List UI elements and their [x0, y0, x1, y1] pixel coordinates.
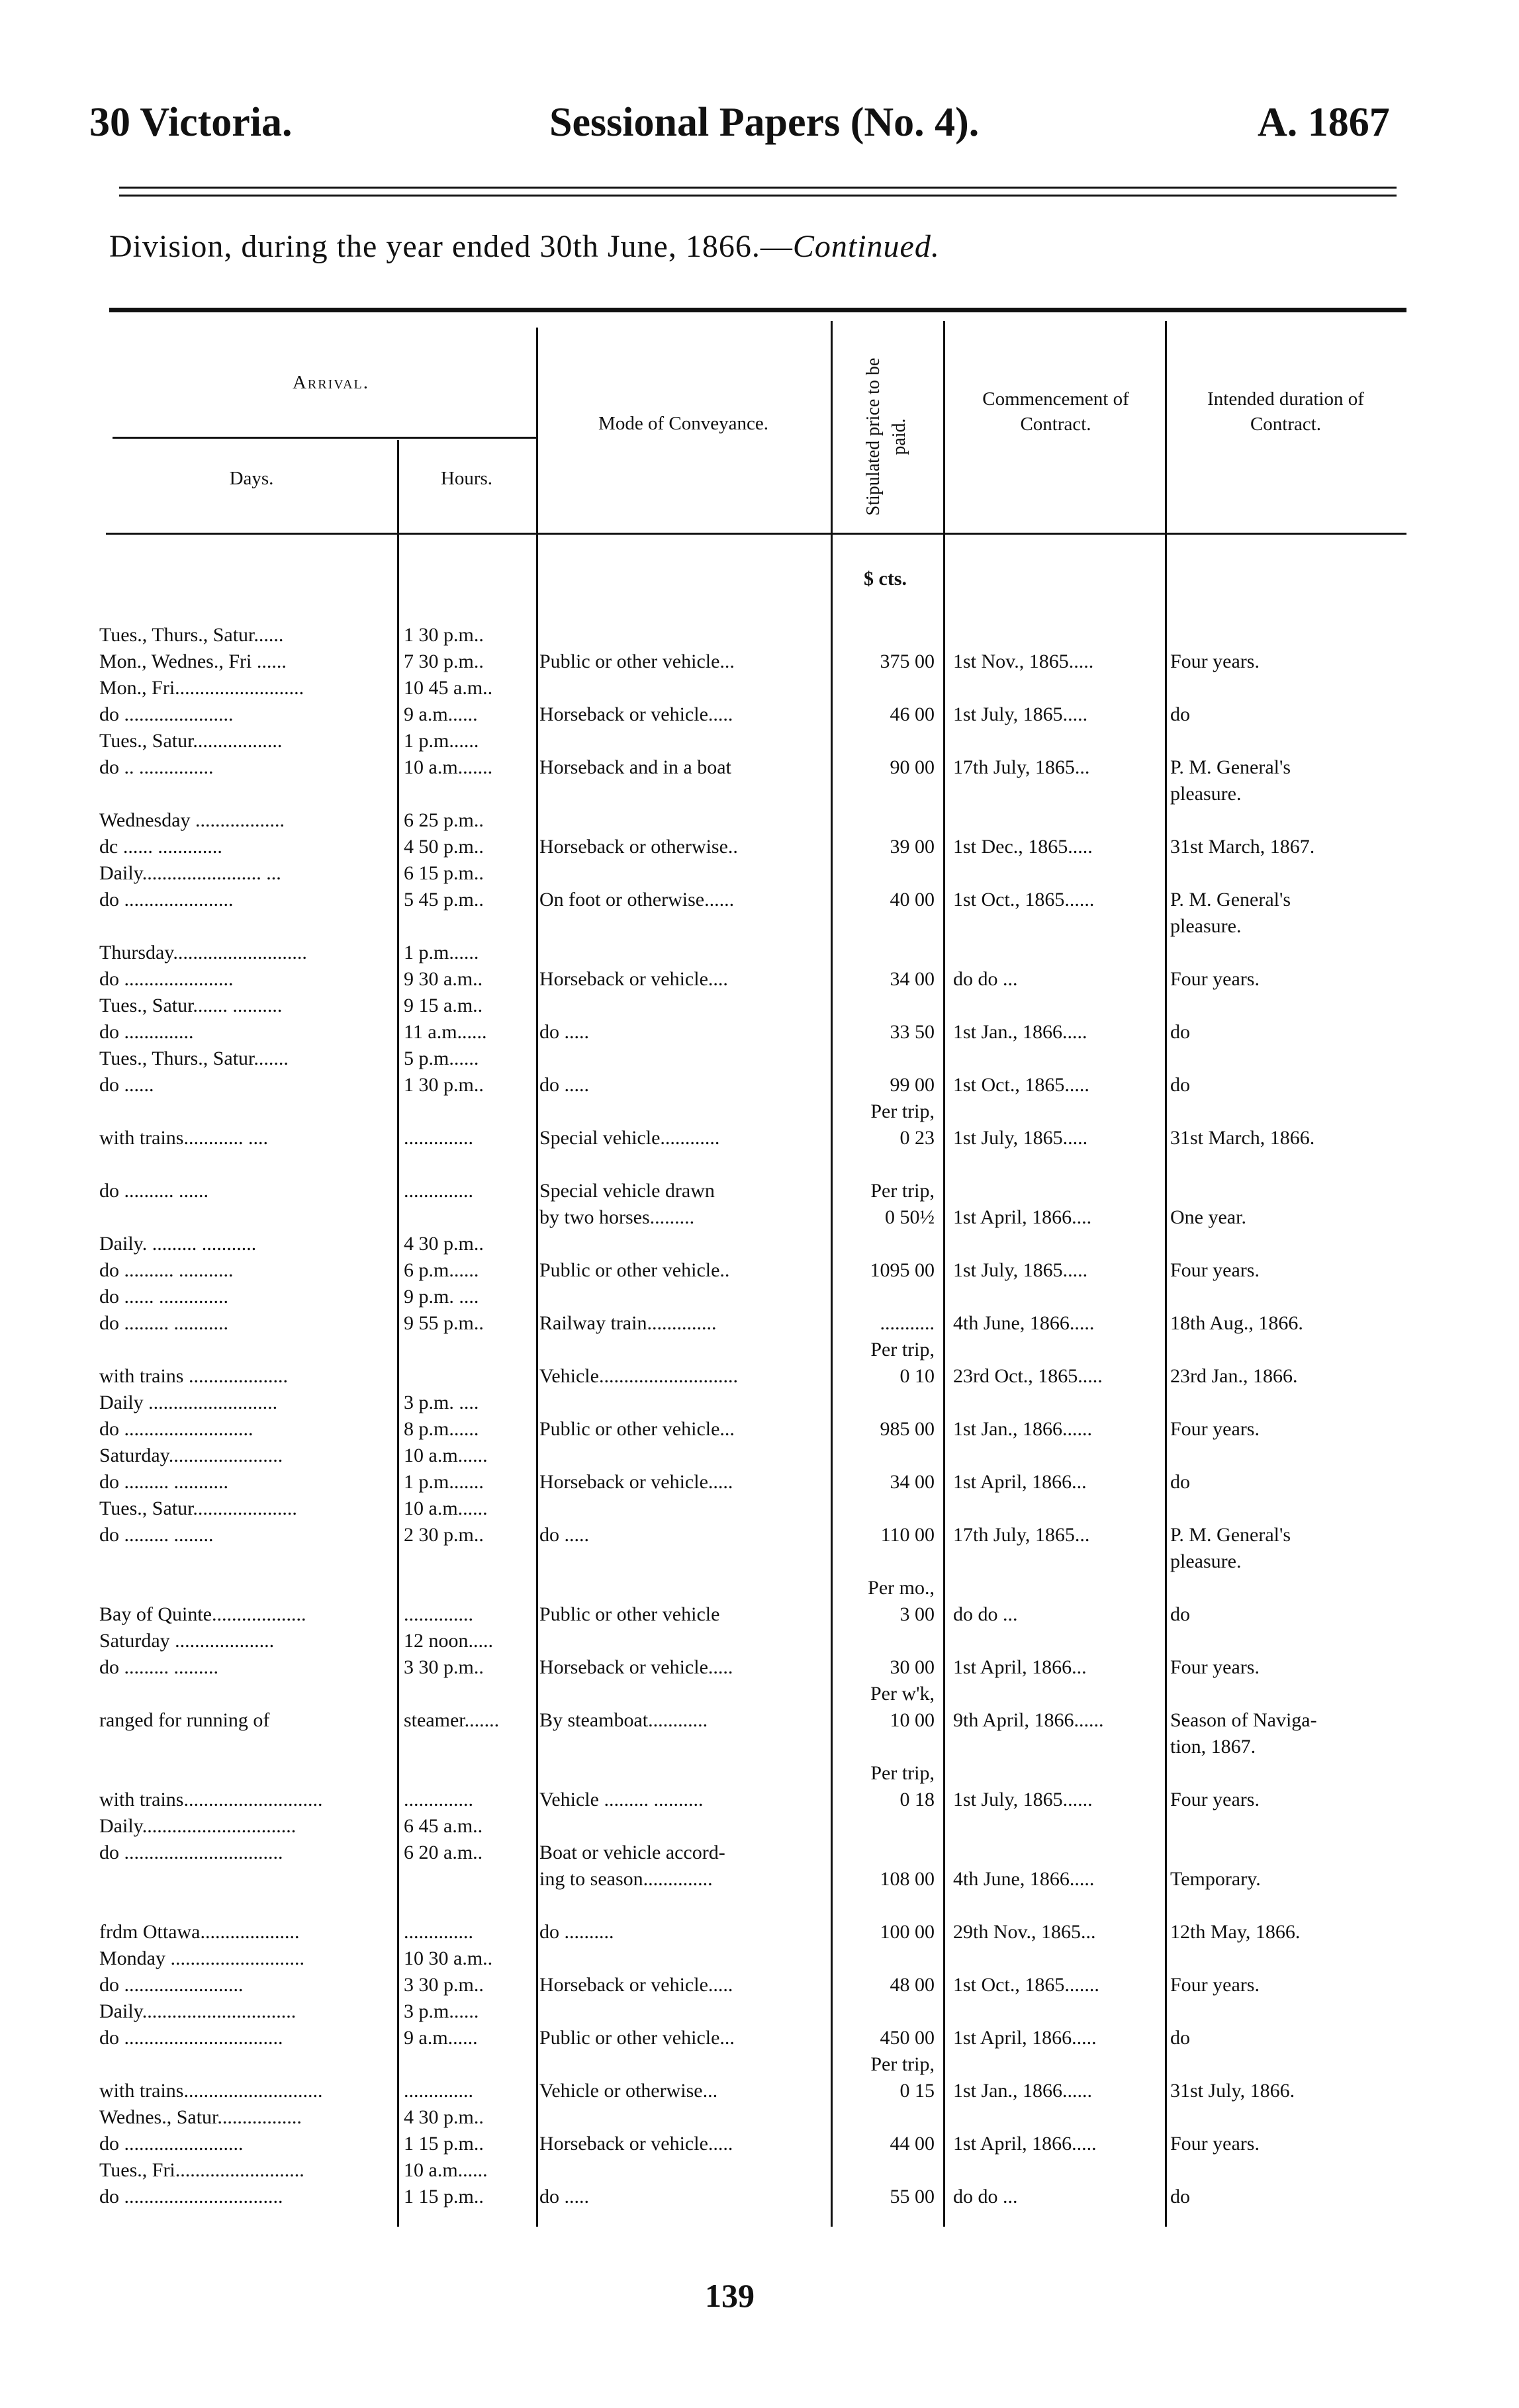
row-hours: 6 25 p.m.. [404, 809, 484, 831]
row-commencement: 1st Oct., 1865...... [953, 889, 1095, 911]
row-days: ranged for running of [99, 1709, 270, 1731]
row-days: do ........................ [99, 1974, 244, 1996]
col-head-hours: Hours. [440, 468, 493, 489]
row-mode: On foot or otherwise...... [539, 889, 735, 911]
row-price: 10 00 [890, 1709, 935, 1731]
row-price: 40 00 [890, 889, 935, 911]
header-rule-bottom [119, 195, 1397, 197]
row-days: Wednes., Satur................. [99, 2106, 302, 2128]
col-head-price: Stipulated price to be paid. [863, 357, 910, 516]
row-duration: Four years. [1170, 1974, 1260, 1996]
row-hours: 5 45 p.m.. [404, 889, 484, 911]
row-days: with trains .................... [99, 1365, 288, 1387]
row-hours: 9 p.m. .... [404, 1286, 479, 1308]
row-hours: 3 30 p.m.. [404, 1974, 484, 1996]
row-hours: 1 p.m...... [404, 730, 479, 752]
row-days: do ......... ........... [99, 1471, 228, 1493]
row-mode: Horseback or vehicle..... [539, 703, 733, 725]
row-commencement: 1st Oct., 1865....... [953, 1974, 1099, 1996]
row-days: do ................................ [99, 1842, 283, 1863]
row-price: 110 00 [880, 1524, 935, 1546]
row-commencement: 1st April, 1866..... [953, 2133, 1097, 2155]
row-hours: 7 30 p.m.. [404, 650, 484, 672]
row-hours: .............. [404, 1921, 473, 1943]
row-duration: P. M. General's [1170, 756, 1291, 778]
row-price: 39 00 [890, 836, 935, 858]
row-mode: do ..... [539, 1524, 589, 1546]
row-duration: P. M. General's [1170, 889, 1291, 911]
row-days: Daily .......................... [99, 1392, 278, 1413]
row-duration: Four years. [1170, 1789, 1260, 1810]
row-duration: do [1170, 2027, 1190, 2049]
row-mode: do ..... [539, 1074, 589, 1096]
subtitle [109, 228, 940, 265]
row-price: 44 00 [890, 2133, 935, 2155]
col-head-days: Days. [229, 468, 274, 489]
row-mode: Vehicle ......... .......... [539, 1789, 704, 1810]
row-hours: 1 30 p.m.. [404, 1074, 484, 1096]
row-mode: Horseback or otherwise.. [539, 836, 738, 858]
row-days: do .......... ........... [99, 1259, 234, 1281]
row-mode: by two horses......... [539, 1206, 695, 1228]
row-duration: 23rd Jan., 1866. [1170, 1365, 1298, 1387]
row-duration: Four years. [1170, 650, 1260, 672]
col-divider-mode-price [831, 321, 833, 2227]
row-hours: 10 a.m....... [404, 756, 493, 778]
row-days: with trains............ .... [99, 1127, 268, 1149]
row-hours: 12 noon..... [404, 1630, 493, 1652]
row-price: Per mo., [868, 1577, 935, 1599]
row-days: Tues., Thurs., Satur....... [99, 1048, 289, 1069]
row-days: do ...................... [99, 889, 234, 911]
row-days: do ......... ........ [99, 1524, 214, 1546]
row-days: do ...... [99, 1074, 154, 1096]
row-days: Mon., Fri.......................... [99, 677, 304, 699]
row-days: do .......... ...... [99, 1180, 208, 1202]
row-hours: 9 30 a.m.. [404, 968, 483, 990]
row-days: Tues., Satur..................... [99, 1497, 297, 1519]
row-price: ........... [880, 1312, 935, 1334]
row-commencement: 1st April, 1866... [953, 1656, 1087, 1678]
row-price: 108 00 [880, 1868, 935, 1890]
row-hours: 1 p.m....... [404, 1471, 484, 1493]
row-duration: Four years. [1170, 968, 1260, 990]
col-head-arrival: Arrival. [292, 372, 370, 393]
row-duration: Four years. [1170, 1418, 1260, 1440]
col-divider-hours-mode [536, 328, 538, 2227]
row-days: Bay of Quinte................... [99, 1603, 306, 1625]
row-days: with trains............................ [99, 2080, 323, 2102]
row-hours: 3 30 p.m.. [404, 1656, 484, 1678]
row-duration: Four years. [1170, 1656, 1260, 1678]
row-price: 450 00 [880, 2027, 935, 2049]
row-mode: Railway train.............. [539, 1312, 717, 1334]
row-mode: Public or other vehicle [539, 1603, 720, 1625]
row-hours: 9 15 a.m.. [404, 995, 483, 1016]
row-commencement: 17th July, 1865... [953, 756, 1090, 778]
row-price: 0 15 [899, 2080, 935, 2102]
row-duration: 31st March, 1866. [1170, 1127, 1315, 1149]
row-price: Per trip, [870, 1100, 935, 1122]
row-mode: Horseback or vehicle..... [539, 1656, 733, 1678]
row-days: do ......... ........... [99, 1312, 228, 1334]
row-price: 100 00 [880, 1921, 935, 1943]
row-duration: Temporary. [1170, 1868, 1261, 1890]
row-price: 0 50½ [885, 1206, 935, 1228]
row-hours: 10 a.m...... [404, 1497, 488, 1519]
row-hours: 4 30 p.m.. [404, 2106, 484, 2128]
row-duration: Season of Naviga- [1170, 1709, 1317, 1731]
row-hours: 1 p.m...... [404, 942, 479, 963]
row-hours: 9 a.m...... [404, 703, 478, 725]
row-duration: do [1170, 1021, 1190, 1043]
row-hours: .............. [404, 2080, 473, 2102]
row-commencement: 1st Oct., 1865..... [953, 1074, 1089, 1096]
row-days: do ...................... [99, 703, 234, 725]
row-mode: do ..... [539, 2186, 589, 2207]
row-price: 375 00 [880, 650, 935, 672]
row-commencement: 1st Nov., 1865..... [953, 650, 1094, 672]
row-commencement: 1st July, 1865..... [953, 1259, 1088, 1281]
arrival-rule [113, 437, 536, 439]
row-commencement: 1st July, 1865...... [953, 1789, 1093, 1810]
row-price: 90 00 [890, 756, 935, 778]
row-duration: do [1170, 1471, 1190, 1493]
row-commencement: do do ... [953, 2186, 1018, 2207]
row-commencement: 1st April, 1866..... [953, 2027, 1097, 2049]
row-price: 55 00 [890, 2186, 935, 2207]
row-duration: pleasure. [1170, 915, 1242, 937]
row-days: Tues., Fri.......................... [99, 2159, 304, 2181]
row-days: do ...................... [99, 968, 234, 990]
row-price: 48 00 [890, 1974, 935, 1996]
row-days: do .......................... [99, 1418, 253, 1440]
row-duration: Four years. [1170, 1259, 1260, 1281]
row-hours: 9 a.m...... [404, 2027, 478, 2049]
row-hours: 2 30 p.m.. [404, 1524, 484, 1546]
header-left: 30 Victoria. [89, 100, 293, 145]
row-days: Daily............................... [99, 2000, 297, 2022]
row-price: 30 00 [890, 1656, 935, 1678]
col-head-mode: Mode of Conveyance. [598, 413, 768, 434]
row-mode: By steamboat............ [539, 1709, 708, 1731]
row-commencement: 4th June, 1866..... [953, 1312, 1095, 1334]
row-mode: Vehicle or otherwise... [539, 2080, 718, 2102]
row-duration: One year. [1170, 1206, 1246, 1228]
row-price: 0 10 [899, 1365, 935, 1387]
row-commencement: 29th Nov., 1865... [953, 1921, 1096, 1943]
row-price: 34 00 [890, 1471, 935, 1493]
row-hours: 9 55 p.m.. [404, 1312, 484, 1334]
row-days: Daily........................ ... [99, 862, 281, 884]
row-hours: 3 p.m...... [404, 2000, 479, 2022]
row-hours: 1 30 p.m.. [404, 624, 484, 646]
row-mode: Horseback or vehicle..... [539, 2133, 733, 2155]
row-days: Mon., Wednes., Fri ...... [99, 650, 287, 672]
row-days: Thursday........................... [99, 942, 307, 963]
row-hours: 4 50 p.m.. [404, 836, 484, 858]
row-price: 0 18 [899, 1789, 935, 1810]
row-hours: 1 15 p.m.. [404, 2133, 484, 2155]
row-duration: Four years. [1170, 2133, 1260, 2155]
row-days: Tues., Satur.................. [99, 730, 283, 752]
row-commencement: 1st Dec., 1865..... [953, 836, 1093, 858]
row-hours: 11 a.m...... [404, 1021, 487, 1043]
row-days: do ........................ [99, 2133, 244, 2155]
row-price: 34 00 [890, 968, 935, 990]
row-mode: Public or other vehicle... [539, 2027, 735, 2049]
row-duration: 18th Aug., 1866. [1170, 1312, 1303, 1334]
row-commencement: 1st April, 1866... [953, 1471, 1087, 1493]
row-duration: do [1170, 2186, 1190, 2207]
row-mode: do .......... [539, 1921, 614, 1943]
row-commencement: do do ... [953, 968, 1018, 990]
row-days: do .............. [99, 1021, 194, 1043]
row-mode: Vehicle............................ [539, 1365, 738, 1387]
header-right: A. 1867 [1258, 100, 1390, 145]
row-commencement: 1st April, 1866.... [953, 1206, 1092, 1228]
header-bottom-rule [106, 533, 1406, 535]
row-commencement: 23rd Oct., 1865..... [953, 1365, 1103, 1387]
col-head-duration: Intended duration of Contract. [1207, 388, 1364, 435]
row-duration: tion, 1867. [1170, 1736, 1256, 1758]
row-duration: P. M. General's [1170, 1524, 1291, 1546]
page-number: 139 [705, 2277, 755, 2314]
row-days: frdm Ottawa.................... [99, 1921, 300, 1943]
row-days: Saturday....................... [99, 1445, 283, 1466]
row-price: 99 00 [890, 1074, 935, 1096]
row-duration: do [1170, 1074, 1190, 1096]
row-hours: 8 p.m...... [404, 1418, 479, 1440]
col-divider-comm-dur [1165, 321, 1167, 2227]
row-days: do ................................ [99, 2027, 283, 2049]
currency-heading: $ cts. [864, 568, 907, 590]
row-mode: Public or other vehicle.. [539, 1259, 730, 1281]
row-mode: Horseback or vehicle..... [539, 1974, 733, 1996]
row-days: do ................................ [99, 2186, 283, 2207]
row-commencement: do do ... [953, 1603, 1018, 1625]
col-head-commencement: Commencement of Contract. [982, 388, 1129, 435]
row-hours: 1 15 p.m.. [404, 2186, 484, 2207]
row-days: do ......... ......... [99, 1656, 218, 1678]
row-hours: 10 30 a.m.. [404, 1947, 493, 1969]
row-duration: do [1170, 703, 1190, 725]
row-days: Monday ........................... [99, 1947, 304, 1969]
row-price: Per trip, [870, 2053, 935, 2075]
header-rule-top [119, 187, 1397, 189]
row-days: Daily............................... [99, 1815, 297, 1837]
header-center: Sessional Papers (No. 4). [549, 100, 980, 145]
row-hours: 10 a.m...... [404, 2159, 488, 2181]
row-days: Daily. ......... ........... [99, 1233, 257, 1255]
subtitle-text: Division, during the year ended 30th June, 1866.— [109, 229, 793, 264]
row-mode: Boat or vehicle accord- [539, 1842, 725, 1863]
row-duration: pleasure. [1170, 1550, 1242, 1572]
row-mode: Horseback and in a boat [539, 756, 731, 778]
col-divider-price-comm [943, 321, 945, 2227]
row-mode: Public or other vehicle... [539, 650, 735, 672]
row-commencement: 17th July, 1865... [953, 1524, 1090, 1546]
row-duration: 31st March, 1867. [1170, 836, 1315, 858]
row-commencement: 1st Jan., 1866..... [953, 1021, 1087, 1043]
row-days: do ...... .............. [99, 1286, 228, 1308]
row-duration: do [1170, 1603, 1190, 1625]
row-price: 1095 00 [870, 1259, 935, 1281]
row-hours: 10 45 a.m.. [404, 677, 493, 699]
row-days: Wednesday .................. [99, 809, 285, 831]
row-mode: Special vehicle drawn [539, 1180, 715, 1202]
row-price: 3 00 [899, 1603, 935, 1625]
row-mode: ing to season.............. [539, 1868, 713, 1890]
subtitle-italic: Continued. [792, 229, 940, 264]
row-hours: .............. [404, 1127, 473, 1149]
row-hours: 6 45 a.m.. [404, 1815, 483, 1837]
row-duration: pleasure. [1170, 783, 1242, 805]
row-hours: .............. [404, 1789, 473, 1810]
row-hours: .............. [404, 1180, 473, 1202]
row-price: 985 00 [880, 1418, 935, 1440]
row-hours: 3 p.m. .... [404, 1392, 479, 1413]
row-hours: steamer....... [404, 1709, 500, 1731]
row-commencement: 1st July, 1865..... [953, 703, 1088, 725]
row-price: 33 50 [890, 1021, 935, 1043]
row-hours: 6 20 a.m.. [404, 1842, 483, 1863]
row-price: 46 00 [890, 703, 935, 725]
row-hours: .............. [404, 1603, 473, 1625]
table-top-rule [109, 308, 1406, 312]
row-hours: 6 15 p.m.. [404, 862, 484, 884]
row-days: dc ...... ............. [99, 836, 222, 858]
row-days: Tues., Thurs., Satur...... [99, 624, 284, 646]
row-price: Per trip, [870, 1180, 935, 1202]
row-mode: Public or other vehicle... [539, 1418, 735, 1440]
row-commencement: 1st Jan., 1866...... [953, 2080, 1092, 2102]
row-price: Per trip, [870, 1339, 935, 1360]
row-price: Per w'k, [870, 1683, 935, 1705]
row-days: with trains............................ [99, 1789, 323, 1810]
row-commencement: 4th June, 1866..... [953, 1868, 1095, 1890]
row-days: Tues., Satur....... .......... [99, 995, 283, 1016]
row-days: Saturday .................... [99, 1630, 275, 1652]
row-duration: 12th May, 1866. [1170, 1921, 1301, 1943]
row-commencement: 1st Jan., 1866...... [953, 1418, 1092, 1440]
row-hours: 6 p.m...... [404, 1259, 479, 1281]
row-hours: 5 p.m...... [404, 1048, 479, 1069]
row-mode: Horseback or vehicle..... [539, 1471, 733, 1493]
row-price: 0 23 [899, 1127, 935, 1149]
row-commencement: 9th April, 1866...... [953, 1709, 1104, 1731]
row-days: do .. ............... [99, 756, 214, 778]
row-hours: 4 30 p.m.. [404, 1233, 484, 1255]
row-duration: 31st July, 1866. [1170, 2080, 1295, 2102]
row-mode: Special vehicle............ [539, 1127, 720, 1149]
row-price: Per trip, [870, 1762, 935, 1784]
row-mode: do ..... [539, 1021, 589, 1043]
row-mode: Horseback or vehicle.... [539, 968, 728, 990]
row-hours: 10 a.m...... [404, 1445, 488, 1466]
col-divider-days-hours [397, 440, 399, 2227]
row-commencement: 1st July, 1865..... [953, 1127, 1088, 1149]
